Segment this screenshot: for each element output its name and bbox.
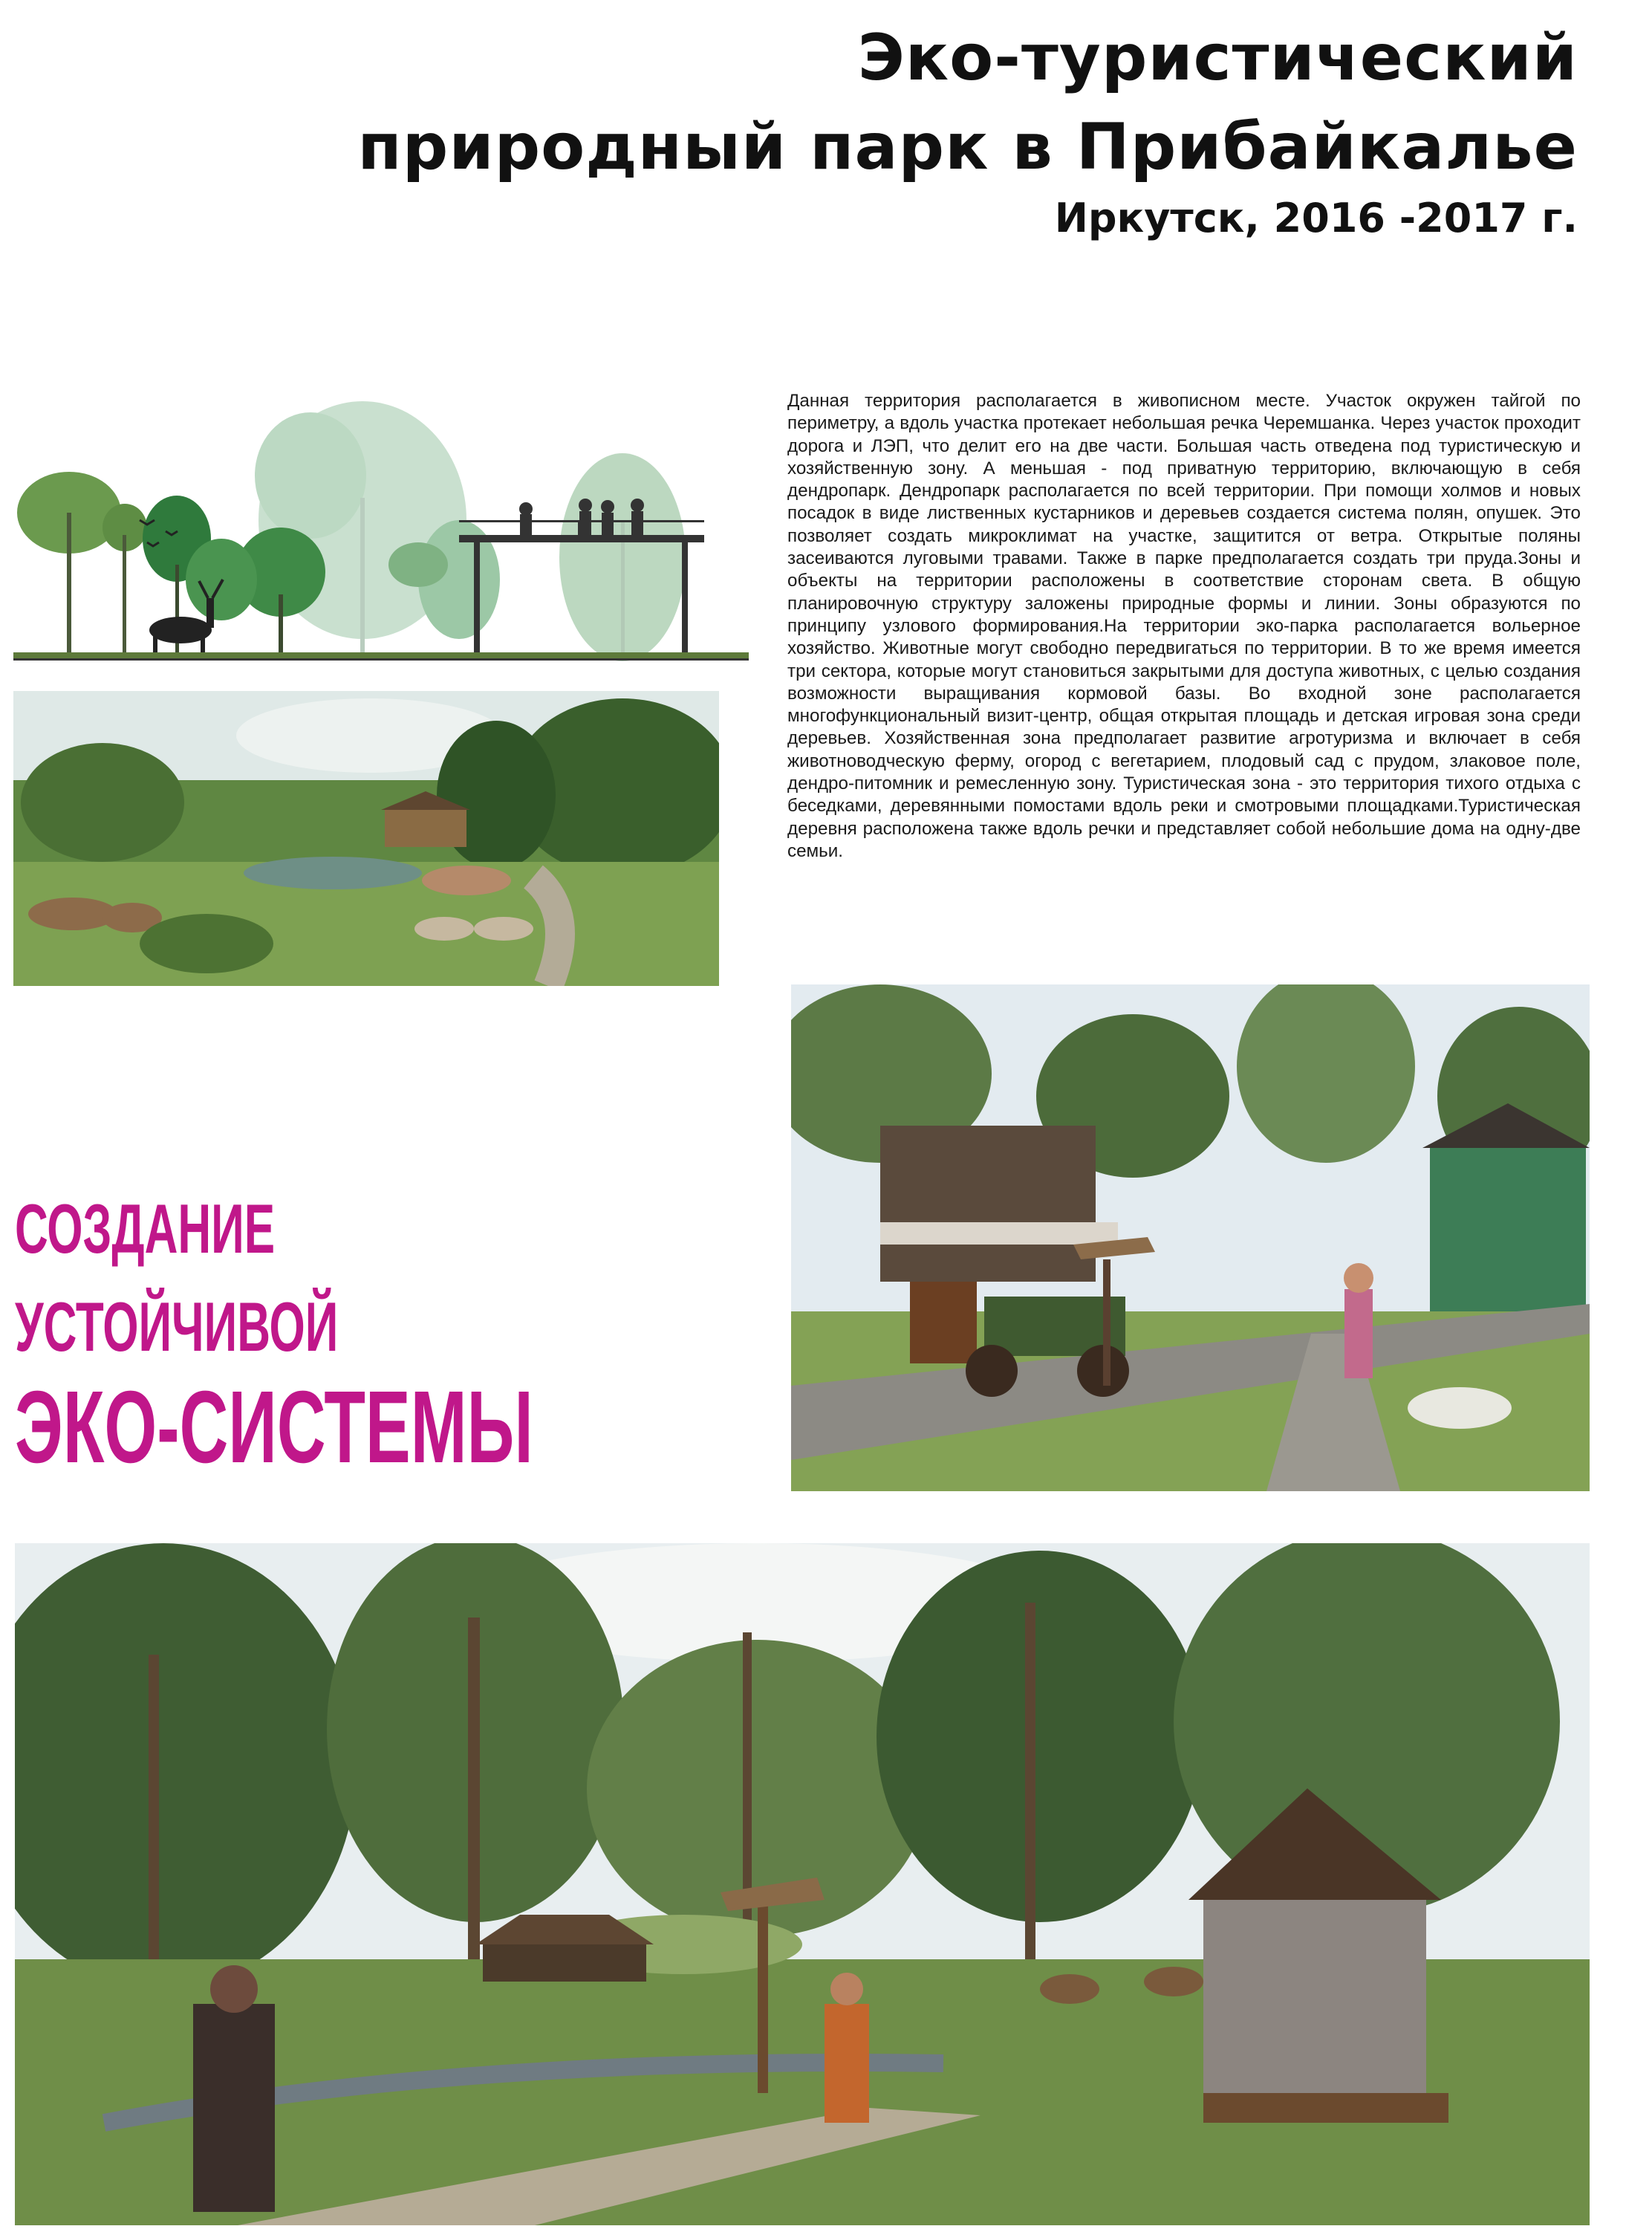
slogan-line-3: ЭКО-СИСТЕМЫ bbox=[15, 1370, 533, 1485]
project-description: Данная территория располагается в живописном месте. Участок окружен тайгой по периметру, а вдоль участка протекает небольшая речка Черемшанка. Через участок проходит дорога и ЛЭП, что делит его на две части. Большая часть отведена под туристическую и хозяйственную зону. А меньшая - под приватную территорию, включающую в себя дендропарк. Дендропарк располагается по всей территории. При помощи холмов и новых посадок в виде лиственных кустарников и деревьев создается система полян, опушек. Это позволяет создать микроклимат на участке, защитится от ветра. Открытые поляны засеиваются луговыми травами. Также в парке предполагается создать три пруда.Зоны и объекты на территории расположены в соответствие сторонам света. В общую планировочную структуру заложены природные формы и линии. Зоны образуются по принципу узлового формирования.На территории эко-парка располагается вольерное хозяйство. Животные могут свободно передвигаться по территории. В то же время имеется три сектора, которые могут становиться закрытыми для доступа животных, с целью создания возможности выращивания кормовой базы. Во входной зоне располагается многофункциональный визит-центр, общая открытая площадь и детская игровая зона среди деревьев. Хозяйственная зона предполагает развитие агротуризма и включает в себя животноводческую ферму, огород с вегетарием, плодовый сад с прудом, злаковое поле, дендро-питомник и ремесленную зону. Туристическая зона - это территория тихого отдыха с беседками, деревянными помостами вдоль реки и смотровыми площадками.Туристическая деревня расположена также вдоль речки и представляет собой небольшие дома на одну-две семьи. bbox=[787, 391, 1581, 861]
section-illustration bbox=[13, 386, 749, 672]
meadow-render-image bbox=[13, 691, 719, 986]
location-year: Иркутск, 2016 -2017 г. bbox=[1054, 195, 1578, 241]
forest-trail-render-image bbox=[15, 1543, 1590, 2225]
slogan-line-2: УСТОЙЧИВОЙ bbox=[15, 1288, 339, 1366]
village-render-image bbox=[791, 984, 1590, 1491]
slogan-line-1: СОЗДАНИЕ bbox=[15, 1190, 276, 1268]
page-title-line-1: Эко-туристический bbox=[857, 21, 1578, 95]
page-title-line-2: природный парк в Прибайкалье bbox=[357, 110, 1578, 184]
